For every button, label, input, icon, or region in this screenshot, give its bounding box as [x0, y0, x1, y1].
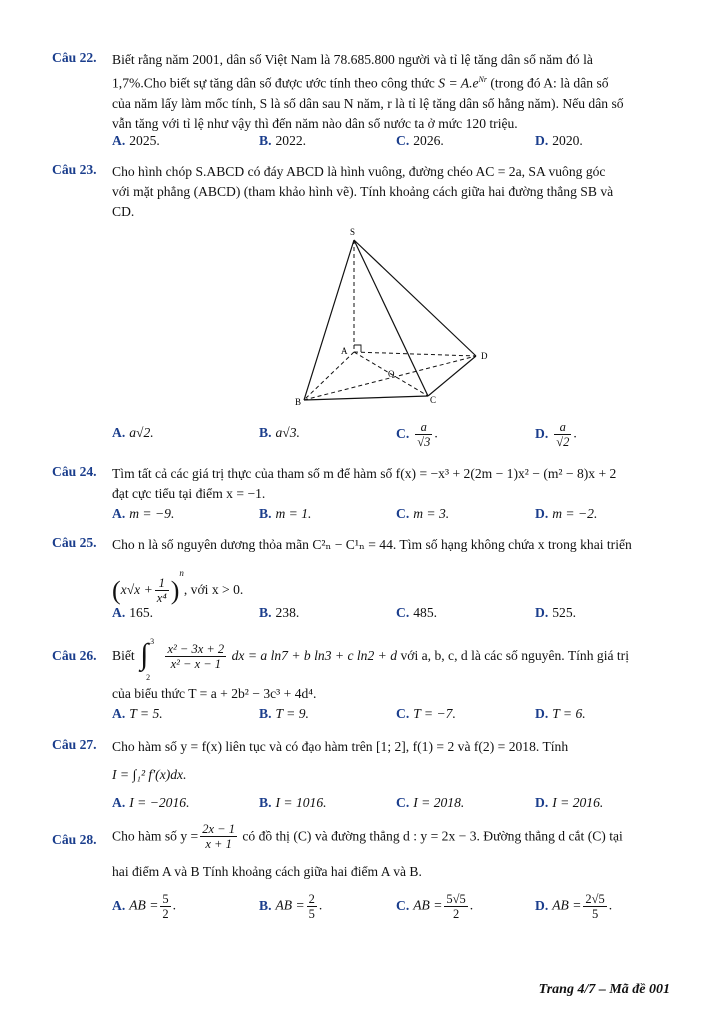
option-b[interactable]: B. a√3. [259, 425, 300, 440]
label-b: B [295, 397, 302, 407]
label-d: D [481, 351, 488, 361]
right-angle-mark [354, 345, 361, 352]
option-c[interactable]: C. $\frac{a}{√3}$ . [396, 420, 438, 449]
option-c[interactable]: C. m = 3. [396, 506, 450, 521]
option-d[interactable]: D. I = 2016. [535, 795, 604, 810]
option-b[interactable]: B. 2022. [259, 133, 307, 148]
edge-ad [354, 352, 476, 356]
option-b[interactable]: B. AB = $\frac{2}{5}$ . [259, 892, 323, 921]
question-text: Cho hàm số y = $\frac{2x - 1}{x + 1}$ có đồ thị (C) và đường thẳng d : y = 2x − 3. Đường thẳng d cắt (C) tại hai điểm A và B Tính khoảng cách giữa hai điểm A và B. [112, 822, 623, 879]
edge-sd [354, 240, 476, 356]
answer-options [112, 706, 674, 726]
answer-options [112, 506, 674, 526]
option-a[interactable]: A. 2025. [112, 133, 160, 148]
option-a[interactable]: A. a√2. [112, 425, 154, 440]
question-28 [52, 822, 674, 932]
question-label: Câu 24. [52, 464, 97, 479]
option-b[interactable]: B. I = 1016. [259, 795, 327, 810]
answer-options [112, 133, 674, 153]
pyramid-figure [292, 226, 502, 408]
edge-bc [304, 396, 428, 400]
question-text: Tìm tất cả các giá trị thực của tham số m để hàm số f(x) = −x³ + 2(2m − 1)x² − (m² − 8)x + 2 đạt cực tiểu tại điểm x = −1. [112, 466, 617, 501]
option-c[interactable]: C. 2026. [396, 133, 444, 148]
option-a[interactable]: A. I = −2016. [112, 795, 190, 810]
option-d[interactable]: D. 525. [535, 605, 577, 620]
option-d[interactable]: D. $\frac{a}{√2}$ . [535, 420, 577, 449]
question-text: Cho hàm số y = f(x) liên tục và có đạo hàm trên [1; 2], f(1) = 2 và f(2) = 2018. Tính I = ∫₁² f′(x)dx. [112, 739, 569, 782]
option-d[interactable]: D. AB = $\frac{2√5}{5}$ . [535, 892, 613, 921]
question-text: Cho hình chóp S.ABCD có đáy ABCD là hình vuông, đường chéo AC = 2a, SA vuông góc với mặt phẳng (ABCD) (tham khảo hình vẽ). Tính khoảng cách giữa hai đường thẳng SB và CD. [112, 164, 614, 219]
option-b[interactable]: B. m = 1. [259, 506, 312, 521]
option-d[interactable]: D. T = 6. [535, 706, 586, 721]
option-b[interactable]: B. 238. [259, 605, 300, 620]
option-c[interactable]: C. I = 2018. [396, 795, 465, 810]
question-label: Câu 25. [52, 535, 97, 550]
question-22 [52, 50, 674, 160]
option-a[interactable]: A. 165. [112, 605, 154, 620]
option-b[interactable]: B. T = 9. [259, 706, 309, 721]
question-label: Câu 26. [52, 648, 97, 663]
edge-sb [304, 240, 354, 400]
label-o: O [388, 369, 395, 379]
answer-options [112, 605, 674, 625]
question-23 [52, 162, 674, 457]
option-d[interactable]: D. 2020. [535, 133, 583, 148]
option-a[interactable]: A. m = −9. [112, 506, 175, 521]
label-s: S [350, 227, 356, 237]
answer-options [112, 795, 674, 815]
answer-options [112, 420, 674, 450]
option-a[interactable]: A. AB = $\frac{5}{2}$ . [112, 892, 177, 921]
option-c[interactable]: C. AB = $\frac{5√5}{2}$ . [396, 892, 474, 921]
edge-cd [428, 356, 476, 396]
question-27 [52, 737, 674, 817]
label-c: C [430, 395, 437, 405]
question-label: Câu 27. [52, 737, 97, 752]
label-a: A [341, 346, 348, 356]
option-c[interactable]: C. T = −7. [396, 706, 456, 721]
question-label: Câu 28. [52, 832, 97, 847]
option-a[interactable]: A. T = 5. [112, 706, 163, 721]
question-25 [52, 535, 674, 630]
page-footer: Trang 4/7 – Mã đề 001 [538, 982, 670, 997]
answer-options [112, 892, 674, 926]
question-text: Biết rằng năm 2001, dân số Việt Nam là 78.685.800 người và tỉ lệ tăng dân số năm đó là 1,7%.Cho biết sự tăng dân số được ước tính theo công thức $S = A.e^{Nr}$ (trong đó A: là dân số của năm lấy làm mốc tính, S là số dân sau N năm, r là tỉ lệ tăng dân số hằng năm). Nếu dân số vẫn tăng với tỉ lệ như vậy thì đến năm nào dân số nước ta ở mức 120 triệu. [112, 52, 624, 131]
option-c[interactable]: C. 485. [396, 605, 438, 620]
integral-sign: ∫ [140, 638, 149, 671]
question-24 [52, 464, 674, 526]
question-label: Câu 23. [52, 162, 97, 177]
question-text: Biết ∫ 3 2 $\frac{\text{x² − 3x + 2}}{\text{x² − x − 1}}$ dx = a ln7 + b ln3 + c ln2 + d với a, b, c, d là các số nguyên. Tính giá trị của biểu thức T = a + 2b² − 3c³ + 4d⁴. [112, 637, 629, 701]
question-text: Cho n là số nguyên dương thỏa mãn C²ₙ − C¹ₙ = 44. Tìm số hạng không chứa x trong khai triển (x√x + $\frac{1}{\text{x⁴}}$ )$^n$, với x > 0. [112, 537, 632, 606]
question-label: Câu 22. [52, 50, 97, 65]
option-d[interactable]: D. m = −2. [535, 506, 598, 521]
question-26 [52, 636, 674, 728]
